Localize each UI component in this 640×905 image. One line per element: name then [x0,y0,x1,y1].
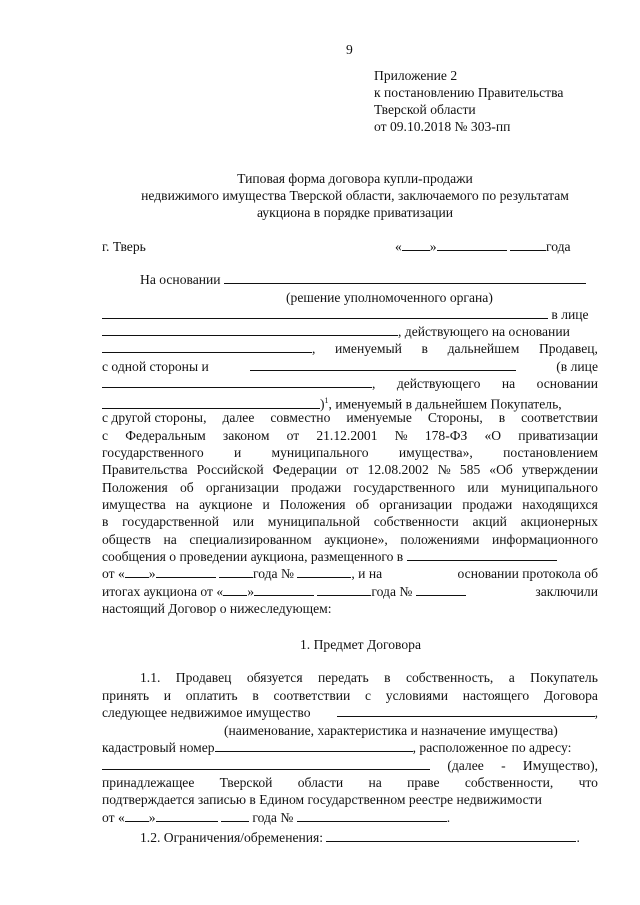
text-line [102,410,598,426]
word: имущества [102,497,166,512]
word: » [148,566,156,581]
word: акционерных [520,514,598,529]
word: Договора [543,688,598,703]
hint-property: (наименование, характеристика и назначение имущества) [224,723,558,738]
hint-authority: (решение уполномоченного органа) [286,290,493,305]
footnote-ref[interactable]: 1 [324,396,329,405]
word: или [467,480,489,495]
year-blank[interactable] [317,584,371,596]
word: организации [379,497,453,512]
word: акций [472,514,507,529]
word: и [262,497,270,512]
acting-label: , действующего на основании [398,324,570,339]
located-label: , расположенное по адресу: [412,740,572,755]
representative-blank[interactable] [102,324,398,336]
word: в [252,688,259,703]
in-person-line [102,307,589,323]
publication-source-blank[interactable] [407,549,557,561]
word: «Об [489,462,513,477]
buyer-acting-line [102,376,598,392]
word: Положения [102,480,168,495]
month-blank[interactable] [156,566,216,578]
title-line: Типовая форма договора купли-продажи [237,171,473,186]
address-line [102,758,598,774]
quote-close: » [429,239,437,254]
day-blank[interactable] [125,566,149,578]
word: соответствии [521,410,598,425]
word: с [102,428,109,443]
word: «О [484,428,502,443]
word: с [365,688,372,703]
encumbrance-label: 1.2. Ограничения/обременения: [140,830,324,845]
word: и [163,688,172,703]
word: действующего [396,376,481,391]
text-line [102,462,598,478]
text-line [102,445,598,461]
word: , и на [351,566,383,581]
publication-label: сообщения о проведении аукциона, размещенного в [102,549,404,564]
word: в [498,410,506,425]
text-line [102,497,598,513]
word: дальнейшем [447,341,520,356]
registry-line [102,810,450,826]
cadastral-blank[interactable] [215,740,413,752]
in-person-label: в лице [551,307,589,322]
comma: , [312,341,316,356]
buyer-representative-blank[interactable] [102,376,372,388]
encumbrance-line [140,830,580,846]
text-line: настоящий Договор о нижеследующем: [102,601,332,616]
month-blank[interactable] [156,810,218,822]
day-blank[interactable] [125,810,149,822]
word: от « [102,810,125,825]
word: организации [205,480,279,495]
word: . [576,830,580,845]
one-side-line [102,359,598,375]
word: в [102,514,109,529]
year-blank[interactable] [510,239,546,251]
authority-name-blank[interactable] [102,307,548,319]
word: области [297,775,344,790]
word: аукционе [199,497,253,512]
word: основании [536,376,598,391]
place: г. Тверь [102,239,146,254]
word: положениями [400,532,480,547]
word: Покупатель [530,670,598,685]
word: а [508,670,515,685]
word: года № [252,810,294,825]
word: Правительства [102,462,188,477]
word: Федеральным [125,428,206,443]
word: продажи [462,497,513,512]
word: 1.1. [140,670,161,685]
word: заключили [535,584,598,599]
word: аукционе», [324,532,388,547]
registry-number-blank[interactable] [297,810,447,822]
word: следующее недвижимое имущество [102,705,311,720]
basis-blank[interactable] [224,272,586,284]
word: № [394,428,408,443]
basis-line [140,272,586,288]
protocol-line [102,566,598,582]
word: » [247,584,254,599]
title-line: аукциона в порядке приватизации [256,205,454,220]
text-line [102,532,598,548]
header-line: к постановлению Правительства [374,85,564,100]
word: на [368,775,382,790]
word: совместно [270,410,331,425]
word: № [437,462,451,477]
comma: , [594,705,598,720]
quote-open: « [395,239,402,254]
word: собственности, [464,775,554,790]
word: продажи [291,480,342,495]
word: специализированном [189,532,312,547]
word: с другой стороны, [102,410,207,425]
word: передать [318,670,369,685]
word: на [501,376,516,391]
seller-line [102,341,598,357]
year-blank[interactable] [219,566,253,578]
publication-line [102,549,557,565]
word: года № [371,584,413,599]
word: Федерации [272,462,337,477]
word: муниципального [500,480,598,495]
title-line: недвижимого имущества Тверской области, заключаемого по результатам [141,188,569,203]
word: именуемые [346,410,412,425]
page-number: 9 [346,42,353,57]
word: информационного [491,532,598,547]
word: Российской [196,462,264,477]
month-blank[interactable] [437,239,507,251]
word: от [345,462,359,477]
text-line [140,670,598,686]
word: и [233,445,242,460]
word: утверждении [521,462,598,477]
year-label: года [546,239,571,254]
header-line: Тверской области [374,102,476,117]
comma: , [372,376,376,391]
buyer-basis-blank[interactable] [102,397,320,409]
word: собственность, [405,670,494,685]
word: муниципального [271,445,369,460]
word: на [175,497,190,512]
encumbrance-blank[interactable] [326,830,576,842]
basis-label: На основании [140,272,221,287]
word: законом [222,428,270,443]
word: обязуется [246,670,303,685]
word: постановлением [503,445,598,460]
property-line [102,705,598,721]
word: находящихся [522,497,598,512]
cadastral-label: кадастровый номер [102,740,215,755]
basis-doc-blank[interactable] [102,341,312,353]
word: условиями [385,688,449,703]
address-blank[interactable] [102,758,430,770]
word: 178-ФЗ [424,428,468,443]
auction-results-line [102,584,598,600]
text-line [102,775,598,791]
word: в [421,341,428,356]
day-blank[interactable] [402,239,430,251]
word: года № [252,566,294,581]
word: оплатить [185,688,238,703]
word: государственной [122,514,220,529]
word: соответствии [273,688,351,703]
word: или [232,514,255,529]
word: принадлежащее [102,775,195,790]
word: от [286,428,300,443]
word: собственности [373,514,459,529]
word: именуемый [335,341,402,356]
text-line [102,688,598,704]
word: . [446,810,451,825]
word: Продавец, [538,341,598,356]
word: » [148,810,156,825]
word: имущества», [398,445,473,460]
buyer-name-blank[interactable] [250,359,516,371]
text-line [102,428,598,444]
word: 585 [459,462,481,477]
word: от « [102,566,125,581]
year-blank[interactable] [221,810,249,822]
word: Имущество), [522,758,598,773]
word: далее [222,410,255,425]
header-line: от 09.10.2018 № 303-пп [374,119,511,134]
header-line: Приложение 2 [374,68,458,83]
word: принять [102,688,150,703]
number-blank[interactable] [297,566,351,578]
word: итогах аукциона от « [102,584,224,599]
word: Положения [279,497,346,512]
in-person-paren: (в лице [556,359,598,374]
word: об [179,480,194,495]
word: государственного [353,480,456,495]
word: на [163,532,177,547]
word: настоящего [462,688,530,703]
property-blank[interactable] [337,705,595,717]
acting-line [102,324,570,340]
section-heading: 1. Предмет Договора [300,637,422,652]
buyer-named-label: , именуемый в дальнейшем Покупатель, [328,396,562,412]
word: - [501,758,506,773]
text-line [102,480,598,496]
cadastral-line [102,740,571,756]
text-line [102,514,598,530]
word: обществ [102,532,151,547]
word: муниципальной [267,514,361,529]
text-line: подтверждается записью в Едином государственном реестре недвижимости [102,792,542,807]
word: в [384,670,391,685]
word: 12.08.2002 [367,462,429,477]
word: об [355,497,370,512]
word: что [578,775,598,790]
word: праве [407,775,440,790]
date-field[interactable] [395,239,571,255]
word: Тверской [219,775,273,790]
word: приватизации [518,428,598,443]
word: (далее [447,758,484,773]
one-side-label: с одной стороны и [102,359,209,374]
word: основании протокола об [457,566,598,581]
month-blank[interactable] [254,584,314,596]
word: Продавец [175,670,232,685]
word: государственного [102,445,204,460]
word: Стороны, [427,410,483,425]
paren: ) [320,396,325,412]
number-blank[interactable] [416,584,466,596]
day-blank[interactable] [223,584,247,596]
word: 21.12.2001 [316,428,378,443]
